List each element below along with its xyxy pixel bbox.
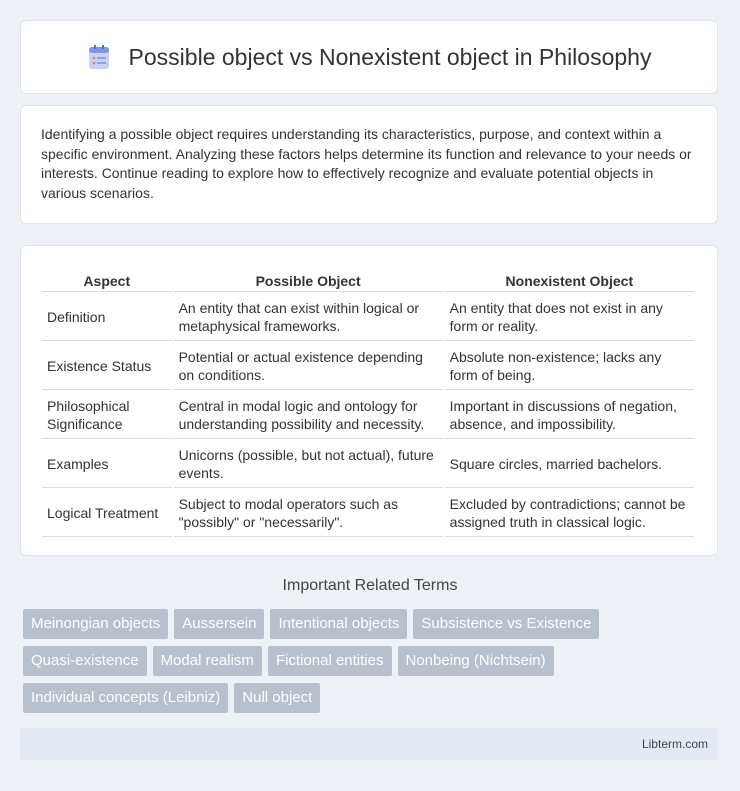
- related-term-tag[interactable]: Subsistence vs Existence: [413, 609, 599, 639]
- table-row: [42, 343, 694, 390]
- related-term-tag[interactable]: Fictional entities: [268, 646, 392, 676]
- table-cell: Subject to modal operators such as "possibly" or "necessarily".: [174, 490, 443, 537]
- related-terms-tags: [23, 609, 713, 713]
- table-cell: Excluded by contradictions; cannot be assigned truth in classical logic.: [445, 490, 694, 537]
- document-list-icon: [87, 44, 111, 70]
- footer: [20, 728, 718, 760]
- comparison-card: [20, 245, 718, 556]
- intro-text: Identifying a possible object requires understanding its characteristics, purpose, and context within a specific environment. Analyzing these factors helps determine its function and relevance to your needs or interests. Continue reading to explore how to effectively recognize and evaluate potential objects in various scenarios.: [41, 126, 692, 201]
- table-cell: Potential or actual existence depending on conditions.: [174, 343, 443, 390]
- table-cell: Central in modal logic and ontology for understanding possibility and necessity.: [174, 392, 443, 439]
- comparison-table: [40, 264, 696, 539]
- table-cell: Philosophical Significance: [42, 392, 172, 439]
- table-cell: Unicorns (possible, but not actual), future events.: [174, 441, 443, 488]
- table-cell: An entity that can exist within logical or metaphysical frameworks.: [174, 294, 443, 341]
- related-term-tag[interactable]: Quasi-existence: [23, 646, 147, 676]
- table-cell: Examples: [42, 441, 172, 488]
- table-cell: Absolute non-existence; lacks any form of being.: [445, 343, 694, 390]
- related-term-tag[interactable]: Individual concepts (Leibniz): [23, 683, 228, 713]
- related-term-tag[interactable]: Null object: [234, 683, 320, 713]
- table-row: [42, 441, 694, 488]
- related-term-tag[interactable]: Intentional objects: [270, 609, 407, 639]
- title-card: [20, 20, 718, 94]
- table-header: Aspect: [42, 266, 172, 292]
- related-term-tag[interactable]: Aussersein: [174, 609, 264, 639]
- table-cell: Definition: [42, 294, 172, 341]
- related-term-tag[interactable]: Nonbeing (Nichtsein): [398, 646, 554, 676]
- table-row: [42, 392, 694, 439]
- page-title: Possible object vs Nonexistent object in Philosophy: [128, 43, 652, 70]
- related-term-tag[interactable]: Modal realism: [153, 646, 262, 676]
- table-header: Possible Object: [174, 266, 443, 292]
- footer-brand-link[interactable]: Libterm.com: [641, 737, 708, 751]
- related-terms-title: Important Related Terms: [282, 577, 458, 594]
- table-row: [42, 294, 694, 341]
- table-header: Nonexistent Object: [445, 266, 694, 292]
- table-cell: An entity that does not exist in any form or reality.: [445, 294, 694, 341]
- table-cell: Square circles, married bachelors.: [445, 441, 694, 488]
- table-cell: Important in discussions of negation, absence, and impossibility.: [445, 392, 694, 439]
- table-cell: Existence Status: [42, 343, 172, 390]
- intro-card: [20, 105, 718, 224]
- table-header-row: [42, 266, 694, 292]
- table-row: [42, 490, 694, 537]
- table-cell: Logical Treatment: [42, 490, 172, 537]
- related-term-tag[interactable]: Meinongian objects: [23, 609, 168, 639]
